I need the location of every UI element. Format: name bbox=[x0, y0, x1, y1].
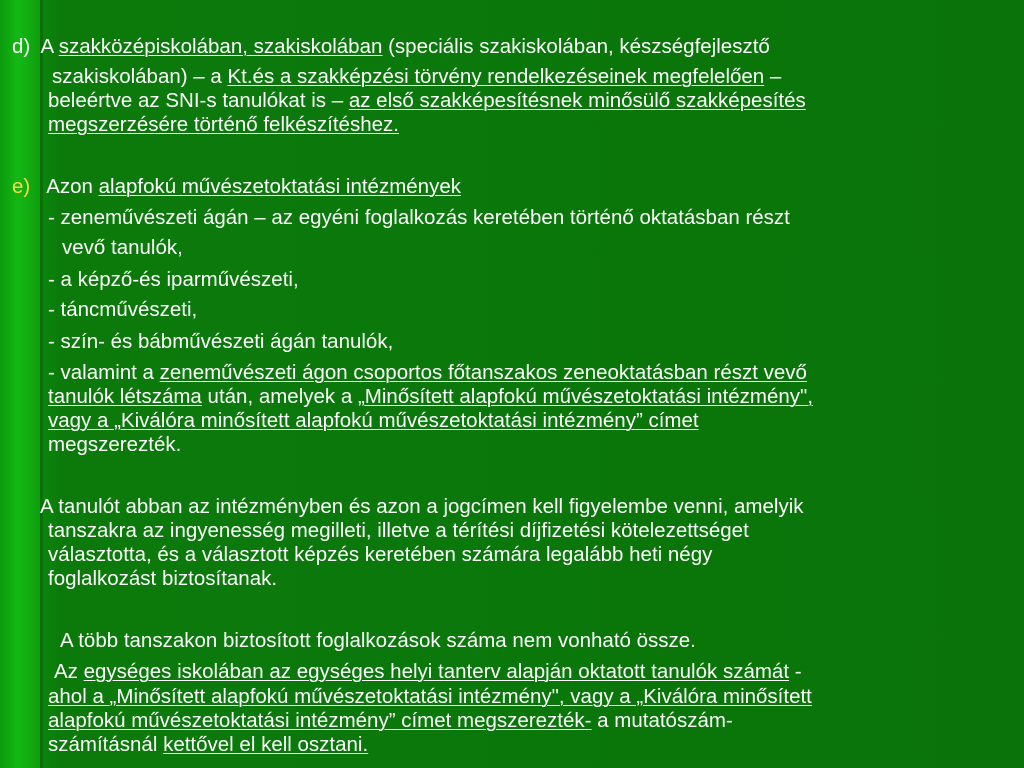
underlined-text: ahol a „Minősített alapfokú művészetoktatási intézmény", vagy a „Kiválóra minősített bbox=[48, 685, 812, 708]
item-e-label: e) bbox=[12, 175, 31, 198]
item-e-title bbox=[12, 176, 461, 198]
underlined-text: „Minősített alapfokú művészetoktatási intézmény", bbox=[357, 385, 814, 408]
underlined-text: alapfokú művészetoktatási intézmények bbox=[98, 175, 461, 198]
item-d-line-1 bbox=[12, 36, 770, 58]
item-e-line-2: vevő tanulók, bbox=[62, 236, 183, 259]
underlined-text: egységes iskolában az egységes helyi tanterv alapján oktatott tanulók számát bbox=[83, 660, 790, 683]
item-e-line-7 bbox=[48, 386, 813, 408]
item-d-line-4 bbox=[48, 114, 399, 136]
text-run: (speciális szakiskolában, készségfejlesztő bbox=[382, 35, 770, 58]
text-run: - valamint a bbox=[48, 361, 160, 384]
para1-line-3: választotta, és a választott képzés keretében számára legalább heti négy bbox=[48, 543, 713, 566]
para3-line-1 bbox=[54, 661, 802, 683]
para3-line-2 bbox=[48, 686, 812, 708]
text-run: szakiskolában) – a bbox=[52, 65, 228, 88]
text-run: számításnál bbox=[48, 733, 164, 756]
para1-line-4: foglalkozást biztosítanak. bbox=[48, 567, 278, 590]
item-e-line-6 bbox=[48, 362, 807, 384]
para3-line-4 bbox=[48, 734, 368, 756]
text-run: – bbox=[764, 65, 782, 88]
item-d-line-3 bbox=[48, 90, 806, 112]
para3-line-3 bbox=[48, 710, 733, 732]
item-e-line-3: - a képző-és iparművészeti, bbox=[48, 268, 299, 291]
text-run: után, amelyek a bbox=[201, 385, 358, 408]
item-e-line-1: - zeneművészeti ágán – az egyéni foglalkozás keretében történő oktatásban részt bbox=[48, 206, 790, 229]
underlined-text: megszerzésére történő felkészítéshez. bbox=[48, 113, 399, 136]
item-e-line-9: megszerezték. bbox=[48, 433, 182, 456]
item-e-line-5: - szín- és bábművészeti ágán tanulók, bbox=[48, 330, 394, 353]
underlined-text: tanulók létszáma bbox=[48, 385, 202, 408]
underlined-text: alapfokú művészetoktatási intézmény” címet megszerezték- bbox=[48, 709, 592, 732]
underlined-text: Kt.és a szakképzési törvény rendelkezéseinek megfelelően bbox=[227, 65, 765, 88]
text-run: - bbox=[789, 660, 802, 683]
text-run: Azon bbox=[46, 175, 99, 198]
underlined-text: szakközépiskolában, szakiskolában bbox=[58, 35, 383, 58]
item-e-line-8 bbox=[48, 410, 699, 432]
text-run: a mutatószám- bbox=[591, 709, 733, 732]
para2-line-1: A több tanszakon biztosított foglalkozások száma nem vonható össze. bbox=[60, 629, 696, 652]
text-run: Az bbox=[54, 660, 84, 683]
underlined-text: az első szakképesítésnek minősülő szakképesítés bbox=[348, 89, 806, 112]
para1-line-2: tanszakra az ingyenesség megilleti, illetve a térítési díjfizetési kötelezettséget bbox=[48, 519, 749, 542]
item-d-line-2 bbox=[52, 66, 781, 88]
text-run: beleértve az SNI-s tanulókat is – bbox=[48, 89, 349, 112]
underlined-text: zeneművészeti ágon csoportos főtanszakos zeneoktatásban részt vevő bbox=[159, 361, 807, 384]
text-run: A bbox=[40, 35, 59, 58]
underlined-text: kettővel el kell osztani. bbox=[163, 733, 369, 756]
item-e-line-4: - táncművészeti, bbox=[48, 298, 198, 321]
underlined-text: vagy a „Kiválóra minősített alapfokú művészetoktatási intézmény” címet bbox=[48, 409, 699, 432]
item-d-label: d) bbox=[12, 35, 31, 58]
para1-line-1: A tanulót abban az intézményben és azon a jogcímen kell figyelembe venni, amelyik bbox=[40, 495, 804, 518]
